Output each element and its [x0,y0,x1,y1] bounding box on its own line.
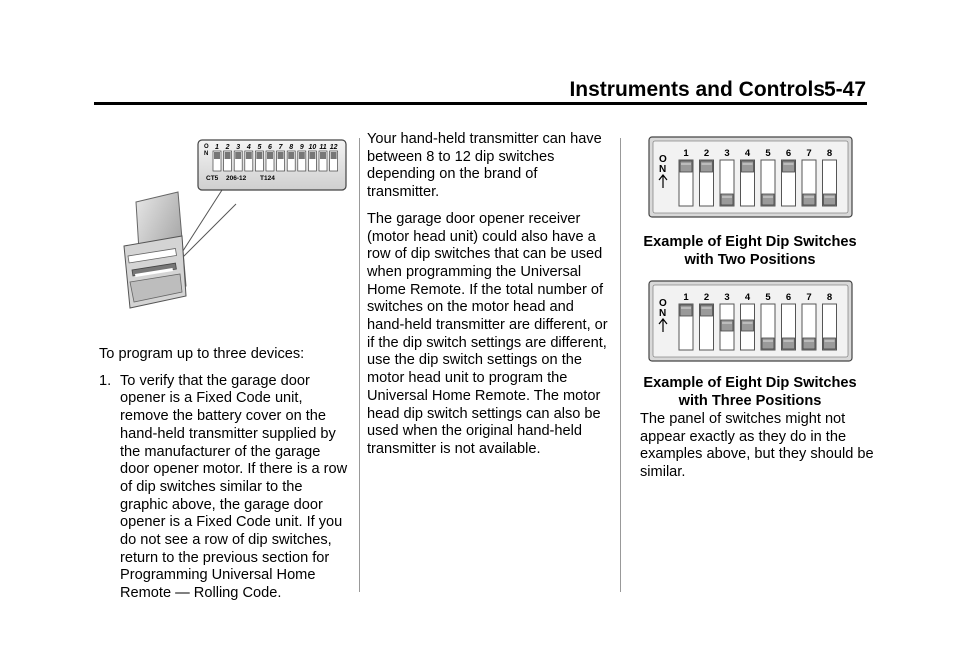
fig1-switch-knob [762,194,774,205]
closeup-switch-knob [256,152,262,159]
closeup-switch-number: 5 [257,144,262,151]
closeup-switch-number: 2 [225,144,230,151]
closeup-switch-knob [320,152,326,159]
closeup-switch-knob [331,152,337,159]
fig2-switch-number: 8 [826,292,833,303]
closeup-switch-knob [214,152,220,159]
step-1 [99,373,349,603]
fig2-on-label: O [659,298,667,309]
fig1-on-label: N [659,164,667,175]
fig2-switch-knob [783,338,795,349]
fig2-switch-number: 7 [806,292,812,303]
closeup-switch-number: 10 [308,144,317,151]
fig1-switch-knob [680,161,692,172]
svg-text:O: O [204,144,209,150]
fig1-switch-number: 5 [765,148,771,159]
page-number: 5-47 [823,78,866,101]
fig1-switch-number: 2 [703,148,710,159]
fig1-switch-number: 4 [744,148,751,159]
fig1-switch-knob [783,161,795,172]
intro-text: To program up to three devices: [99,346,305,362]
note-text: The panel of switches might not appear exactly as they do in the examples above, but they should be similar. [640,411,874,481]
fig2-on-label: N [659,308,667,319]
column-divider [620,138,621,592]
closeup-switch-number: 4 [246,144,251,151]
closeup-switch-number: 3 [236,144,241,151]
closeup-code-3: T124 [260,175,275,182]
fig1-switch-knob [824,194,836,205]
figure-1-caption [635,233,865,269]
section-title: Instruments and Controls [569,78,825,101]
fig1-switch-knob [721,194,733,205]
closeup-switch-knob [225,152,231,159]
header-rule [94,102,867,105]
fig2-switch-number: 3 [724,292,730,303]
fig2-switch-number: 5 [765,292,771,303]
fig1-switch-number: 1 [683,148,689,159]
fig2-switch-knob [680,305,692,316]
fig2-switch-knob [721,320,733,331]
fig2-switch-knob [742,320,754,331]
closeup-switch-knob [288,152,294,159]
figure-1-caption-line-1: Example of Eight Dip Switches [643,234,857,250]
fig2-switch-number: 6 [785,292,792,303]
closeup-switch-number: 9 [299,144,304,151]
figure-1-caption-line-2: with Two Positions [684,252,816,268]
closeup-switch-knob [278,152,284,159]
closeup-switch-number: 7 [278,144,283,151]
dip-switch-figure-three-positions [648,280,853,362]
column-divider [359,138,360,592]
fig1-switch-knob [701,161,713,172]
closeup-switch-number: 12 [329,144,338,151]
fig1-switch-number: 8 [826,148,833,159]
closeup-code-2: 206-12 [226,175,247,182]
fig2-switch-knob [824,338,836,349]
column-1-text [99,346,349,612]
fig2-switch-knob [701,305,713,316]
dip-switch-figure-two-positions [648,136,853,218]
closeup-switch-knob [246,152,252,159]
closeup-switch-knob [299,152,305,159]
figure-2-caption-line-1: Example of Eight Dip Switches [643,375,857,391]
closeup-code-1: CT5 [206,175,219,182]
fig1-switch-knob [803,194,815,205]
fig1-switch-knob [742,161,754,172]
figure-2-caption-line-2: with Three Positions [678,393,822,409]
fig2-switch-knob [762,338,774,349]
fig2-switch-number: 4 [744,292,751,303]
closeup-switch-knob [309,152,315,159]
fig2-switch-knob [803,338,815,349]
closeup-switch-number: 6 [268,144,272,151]
fig1-on-label: O [659,154,667,165]
closeup-switch-number: 1 [215,144,219,151]
closeup-switch-number: 11 [319,144,327,151]
fig2-switch-number: 1 [683,292,689,303]
fig1-switch-number: 6 [785,148,792,159]
paragraph-transmitter: Your hand-held transmitter can have between 8 to 12 dip switches depending on the brand of transmitter. [367,131,602,201]
column-2-text [367,131,612,468]
figure-2-caption [635,374,865,410]
transmitter-illustration [110,136,350,311]
closeup-switch-knob [267,152,273,159]
svg-text:N: N [204,151,209,157]
step-number: 1. [99,372,112,389]
column-3-text [640,411,880,491]
fig2-switch-number: 2 [703,292,710,303]
closeup-switch-knob [235,152,241,159]
fig1-switch-number: 7 [806,148,812,159]
closeup-switch-number: 8 [289,144,294,151]
step-text: To verify that the garage door opener is a Fixed Code unit, remove the battery cover on the hand-held transmitter supplied by the manufacturer of the garage door opener motor. If there is a row of dip switches similar to the graphic above, the garage door opener is a Fixed Code unit. If you do not see a row of dip switches, return to the previous section for Programming Universal Home Remote — Rolling Code. [120,372,348,602]
paragraph-receiver: The garage door opener receiver (motor head unit) could also have a row of dip switches that can be used when programming the Universal Home Remote. If the total number of switches on the motor head and hand-held transmitter are different, or if the dip switch settings are different, use the dip switch settings on the motor head unit to program the Universal Home Remote. The motor head dip switch settings can also be used when the original hand-held transmitter is not available. [367,210,608,457]
fig1-switch-number: 3 [724,148,730,159]
